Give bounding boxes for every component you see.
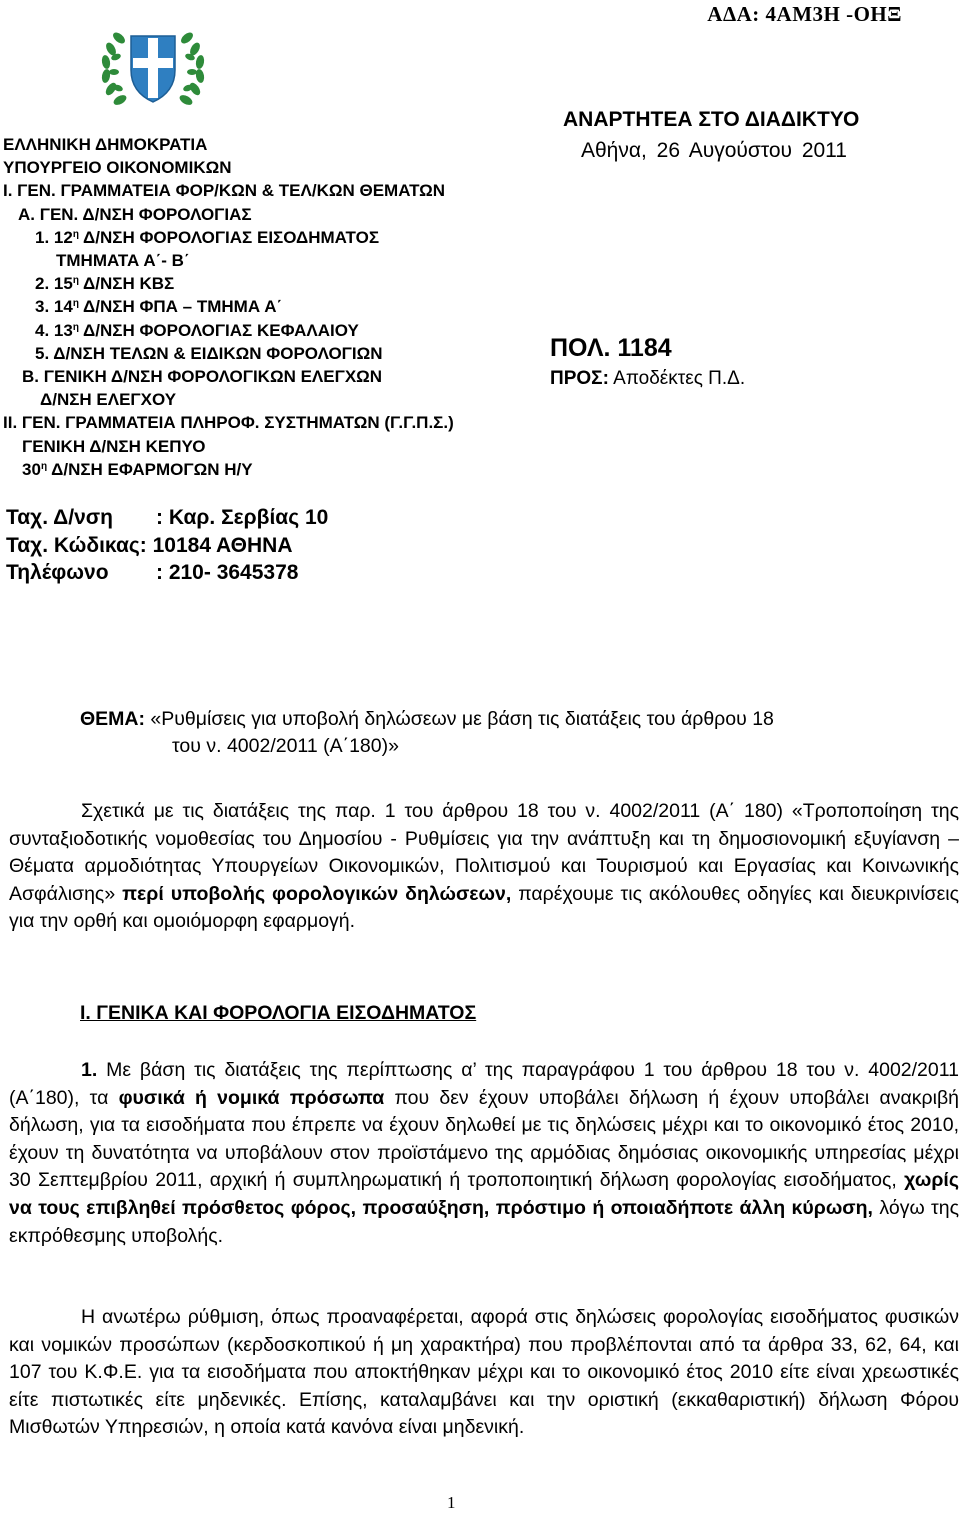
header-line: Α. ΓΕΝ. Δ/ΝΣΗ ΦΟΡΟΛΟΓΙΑΣ [18, 204, 252, 224]
paragraph-number: 1. [81, 1059, 98, 1081]
header-line: Δ/ΝΣΗ ΕΛΕΓΧΟΥ [40, 390, 177, 410]
subject [80, 706, 940, 760]
recipients-value: Αποδέκτες Π.Δ. [613, 368, 746, 389]
issuing-authority-header [0, 133, 600, 481]
recipients [550, 368, 745, 390]
paragraph-bold-text: χωρίς να τους επιβληθεί πρόσθετος φόρος, προσαύξηση, πρόστιμο ή οποιαδήποτε άλλη κύρωση, [9, 1169, 959, 1219]
header-line: ΤΜΗΜΑΤΑ Α΄- Β΄ [56, 251, 190, 271]
paragraph-text: που δεν έχουν υποβάλει δήλωση ή έχουν υποβάλει ανακριβή δήλωση, για τα εισοδήματα που έπρεπε να έχουν δηλωθεί με τις δηλώσεις μέχρι και το οικονομικό έτος 2010, έχουν τη δυνατότητα να υποβάλουν στον προϊστάμενο της αρμόδιας δημόσιας οικονομικής υπηρεσίας μέχρι 30 Σεπτεμβρίου 2011, αρχική ή συμπληρωματική ή τροποποιητική δήλωση φορολογίας εισοδήματος, [9, 1086, 960, 1192]
subject-line: «Ρυθμίσεις για υποβολή δηλώσεων με βάση τις διατάξεις του άρθρου 18 [150, 708, 774, 730]
section-heading: Ι. ΓΕΝΙΚΑ ΚΑΙ ΦΟΡΟΛΟΓΙΑ ΕΙΣΟΔΗΜΑΤΟΣ [80, 1002, 477, 1024]
header-line: ΕΛΛΗΝΙΚΗ ΔΗΜΟΚΡΑΤΙΑ [3, 135, 208, 154]
greek-coat-of-arms-icon [98, 22, 208, 112]
header-line: ΓΕΝΙΚΗ Δ/ΝΣΗ ΚΕΠΥΟ [22, 436, 206, 456]
paragraph-bold-text: περί υποβολής φορολογικών δηλώσεων, [122, 882, 512, 905]
phone-value: : 210- 3645378 [156, 561, 299, 584]
postal-code: Ταχ. Κώδικας: 10184 ΑΘΗΝΑ [6, 533, 293, 557]
paragraph-2: Η ανωτέρω ρύθμιση, όπως προαναφέρεται, αφορά στις δηλώσεις φορολογίας εισοδήματος φυσικών και νομικών προσώπων (κερδοσκοπικού ή μη χαρακτήρα) που προβλέπονται από τα άρθρα 33, 62, 64, και 107 του Κ.Φ.Ε. για τα εισοδήματα που αποκτήθηκαν μέχρι και το οικονομικό έτος 2010 είτε είναι χρεωστικές είτε πιστωτικές είτε μηδενικές. Επίσης, καταλαμβάνει και την οριστική (εκκαθαριστική) δήλωση Φόρου Μισθωτών Υπηρεσιών, η οποία κατά κανόνα είναι μηδενική. [9, 1306, 959, 1439]
publication-info [563, 104, 943, 166]
address-label: Ταχ. Δ/νση [6, 506, 113, 529]
ada-code: ΑΔΑ: 4ΑΜ3Η -ΟΗΞ [707, 2, 902, 26]
header-line: 4. $13^\eta$ Δ/ΝΣΗ ΦΟΡΟΛΟΓΙΑΣ ΚΕΦΑΛΑΙΟΥ [35, 320, 359, 340]
header-line: 1. $12^\eta$ Δ/ΝΣΗ ΦΟΡΟΛΟΓΙΑΣ ΕΙΣΟΔΗΜΑΤΟΣ [35, 227, 380, 247]
pol-number: ΠΟΛ. 1184 [550, 334, 672, 362]
publish-notice: ΑΝΑΡΤΗΤΕΑ ΣΤΟ ΔΙΑΔΙΚΤΥΟ [563, 108, 860, 131]
phone-label: Τηλέφωνο [6, 561, 109, 584]
page-number: 1 [447, 1493, 456, 1512]
document-date: Αθήνα, 26 Αυγούστου 2011 [581, 139, 847, 162]
paragraph-text: Σχετικά με τις διατάξεις της παρ. 1 του άρθρου 18 του ν. 4002/2011 (Α΄ 180) «Τροποποίηση της συνταξιοδοτικής νομοθεσίας του Δημοσίου - Ρυθμίσεις για την ανάπτυξη και τη δημοσιονομική εξυγίανση – Θέματα αρμοδιότητας Υπουργείων Οικονομικών, Πολιτισμού και Τουρισμού και Εργασίας και Κοινωνικής Ασφάλισης» [9, 800, 959, 905]
address-value: : Καρ. Σερβίας 10 [156, 506, 329, 529]
paragraph-bold-text: φυσικά ή νομικά πρόσωπα [118, 1086, 385, 1109]
header-line: 5. Δ/ΝΣΗ ΤΕΛΩΝ & ΕΙΔΙΚΩΝ ΦΟΡΟΛΟΓΙΩΝ [35, 343, 383, 363]
header-line: Ι. ΓΕΝ. ΓΡΑΜΜΑΤΕΙΑ ΦΟΡ/ΚΩΝ & ΤΕΛ/ΚΩΝ ΘΕΜΑΤΩΝ [3, 181, 446, 201]
header-line: 3. $14^\eta$ Δ/ΝΣΗ ΦΠΑ – ΤΜΗΜΑ Α΄ [35, 297, 283, 317]
subject-line: του ν. 4002/2011 (Α΄180)» [172, 735, 399, 757]
contact-info [6, 504, 328, 587]
paragraph-1 [9, 1057, 959, 1250]
intro-paragraph [9, 798, 959, 936]
paragraph-text: λόγω της εκπρόθεσμης υποβολής. [9, 1196, 960, 1247]
header-line: ΥΠΟΥΡΓΕΙΟ ΟΙΚΟΝΟΜΙΚΩΝ [3, 158, 232, 178]
header-line: ΙΙ. ΓΕΝ. ΓΡΑΜΜΑΤΕΙΑ ΠΛΗΡΟΦ. ΣΥΣΤΗΜΑΤΩΝ (Γ.Γ.Π.Σ.) [3, 413, 454, 433]
recipients-label: ΠΡΟΣ: [550, 368, 609, 389]
header-line: Β. ΓΕΝΙΚΗ Δ/ΝΣΗ ΦΟΡΟΛΟΓΙΚΩΝ ΕΛΕΓΧΩΝ [22, 367, 383, 387]
paragraph-text: Με βάση τις διατάξεις της περίπτωσης α’ της παραγράφου 1 του άρθρου 18 του ν. 4002/2011 (Α΄180), τα [9, 1059, 959, 1109]
header-line: 2. $15^\eta$ Δ/ΝΣΗ ΚΒΣ [35, 274, 175, 294]
paragraph-text: παρέχουμε τις ακόλουθες οδηγίες και διευκρινίσεις για την ορθή και ομοιόμορφη εφαρμογή. [9, 882, 960, 933]
header-line: $30^\eta$ Δ/ΝΣΗ ΕΦΑΡΜΟΓΩΝ Η/Υ [22, 459, 253, 479]
subject-label: ΘΕΜΑ: [80, 708, 145, 730]
